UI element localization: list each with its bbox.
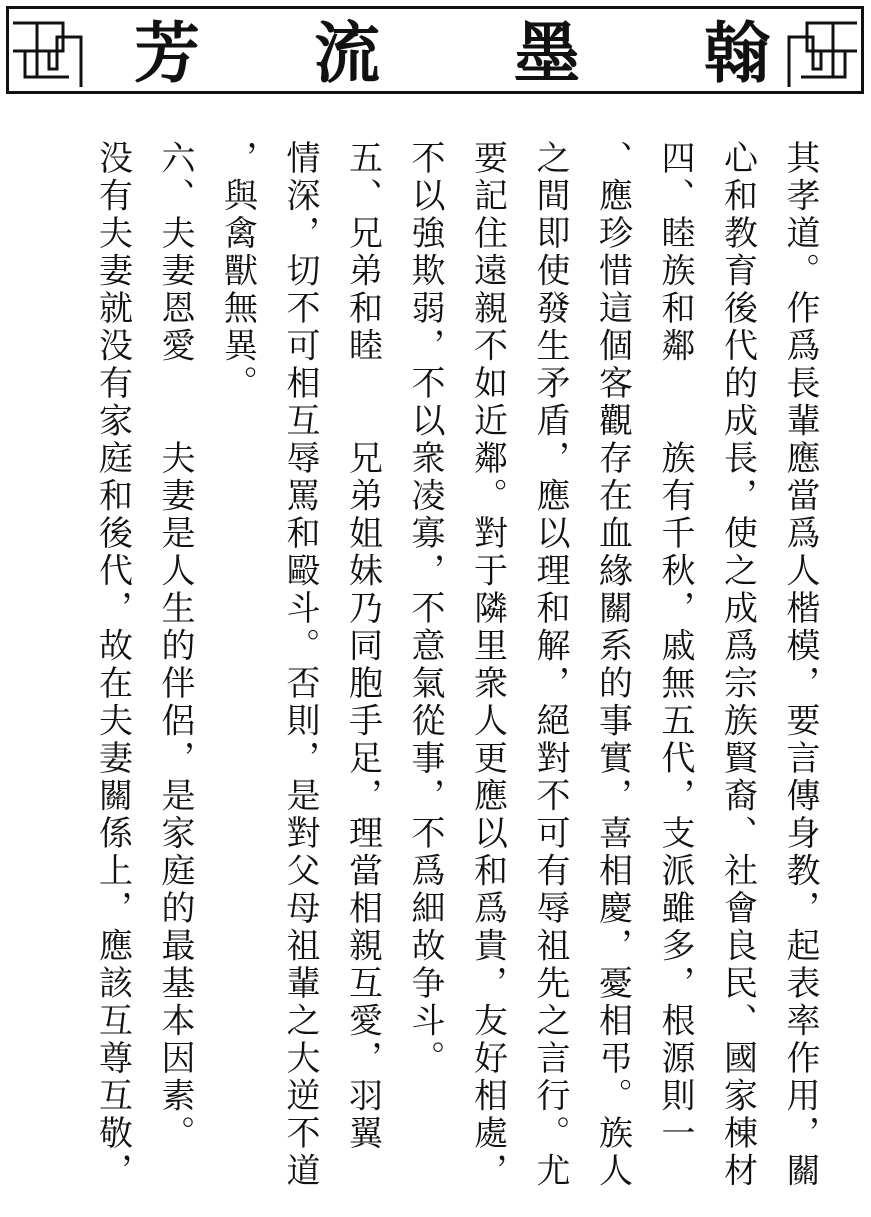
- text-column-6: 要記住遠親不如近鄰。對于隣里衆人更應以和爲貴，友好相處，: [467, 140, 508, 1190]
- text-column-4: 、應珍惜這個客觀存在血緣關系的事實，喜相慶，憂相弔。族人: [592, 140, 633, 1190]
- text-column-3: 四、睦族和鄰 族有千秋，戚無五代，支派雖多，根源則一: [655, 140, 695, 1153]
- text-column-5: 之間即使發生矛盾，應以理和解，絕對不可有辱祖先之言行。尤: [530, 140, 570, 1190]
- fret-ornament-left-icon: [11, 11, 91, 89]
- text-column-2: 心和教育後代的成長，使之成爲宗族賢裔、社會良民、國家棟材: [717, 140, 758, 1190]
- text-column-11: 六、夫妻恩愛 夫妻是人生的伴侶，是家庭的最基本因素。: [155, 140, 195, 1153]
- fret-ornament-right-icon: [779, 11, 859, 89]
- header-frame: [6, 6, 864, 94]
- text-column-1: 其孝道。作爲長輩應當爲人楷模，要言傳身教，起表率作用，關: [780, 140, 820, 1190]
- text-column-7: 不以強欺弱，不以衆凌寡，不意氣從事，不爲細故争斗。: [405, 140, 445, 1078]
- text-column-9: 情深，切不可相互辱罵和毆斗。否則，是對父母祖輩之大逆不道: [280, 140, 320, 1190]
- text-column-10: ，與禽獸無異。: [217, 140, 258, 403]
- family-rules-text: [31, 140, 831, 1200]
- title-char-4: 翰: [704, 14, 770, 92]
- text-column-8: 五、兄弟和睦 兄弟姐妹乃同胞手足，理當相親互愛，羽翼: [342, 140, 383, 1153]
- title-char-1: 芳: [134, 14, 200, 92]
- text-column-12: 没有夫妻就没有家庭和後代，故在夫妻關係上，應該互尊互敬，: [92, 140, 133, 1190]
- title-char-2: 流: [314, 14, 380, 92]
- title-char-3: 墨: [514, 14, 580, 92]
